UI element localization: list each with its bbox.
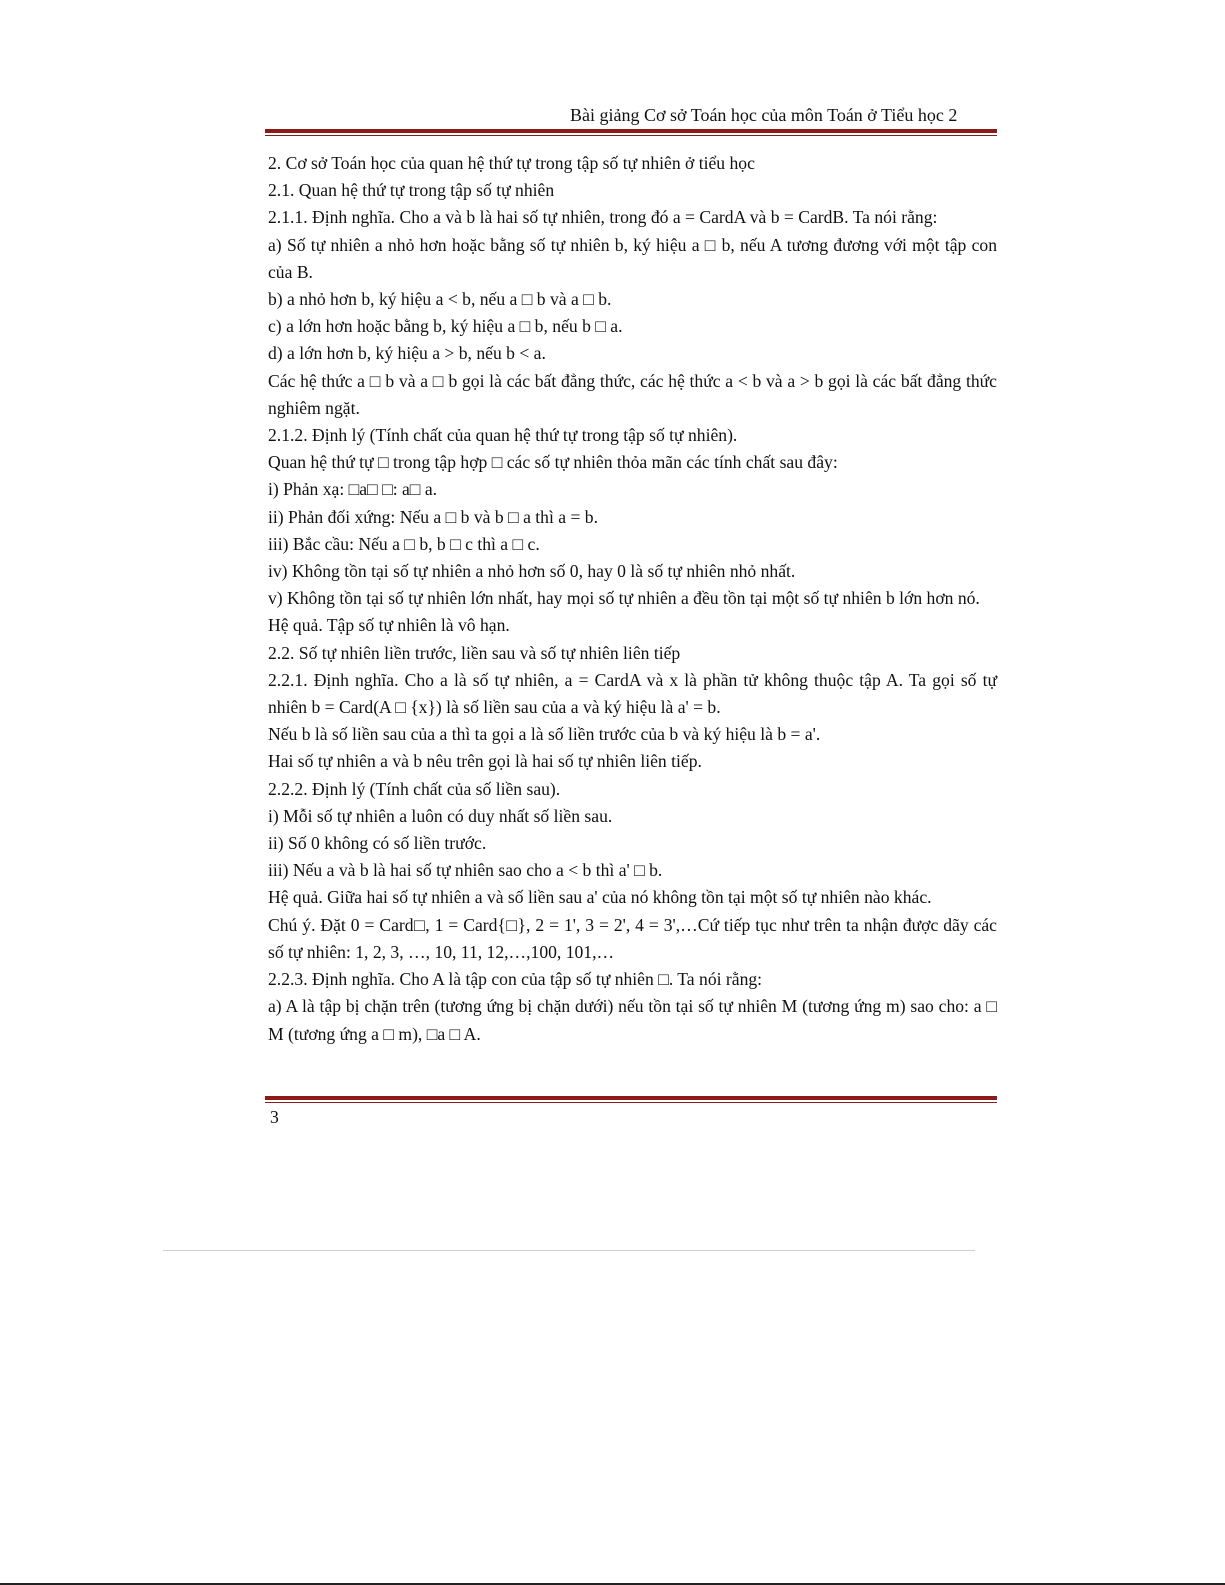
theorem-2-2-2: 2.2.2. Định lý (Tính chất của số liền sau). bbox=[268, 778, 561, 799]
header-rule-thick bbox=[265, 129, 997, 133]
definition-2-2-3: 2.2.3. Định nghĩa. Cho A là tập con của tập số tự nhiên □. Ta nói rằng: bbox=[268, 969, 763, 990]
property-no-maximum: v) Không tồn tại số tự nhiên lớn nhất, hay mọi số tự nhiên a đều tồn tại một số tự nhiên b lớn hơn nó. bbox=[268, 588, 980, 609]
page-separator bbox=[163, 1250, 975, 1251]
corollary-successor: Hệ quả. Giữa hai số tự nhiên a và số liền sau a' của nó không tồn tại một số tự nhiên nào khác. bbox=[268, 887, 932, 908]
definition-item-b: b) a nhỏ hơn b, ký hiệu a < b, nếu a □ b và a □ b. bbox=[268, 289, 612, 310]
heading-section-2-2: 2.2. Số tự nhiên liền trước, liền sau và số tự nhiên liên tiếp bbox=[268, 642, 681, 663]
property-transitive: iii) Bắc cầu: Nếu a □ b, b □ c thì a □ c. bbox=[268, 533, 540, 554]
theorem-intro: Quan hệ thứ tự □ trong tập hợp □ các số tự nhiên thỏa mãn các tính chất sau đây: bbox=[268, 452, 838, 473]
footer-rule-thick bbox=[265, 1096, 997, 1100]
consecutive-note: Hai số tự nhiên a và b nêu trên gọi là hai số tự nhiên liên tiếp. bbox=[268, 751, 702, 772]
successor-item-ii: ii) Số 0 không có số liền trước. bbox=[268, 833, 487, 854]
definition-item-d: d) a lớn hơn b, ký hiệu a > b, nếu b < a. bbox=[268, 343, 546, 364]
property-minimum: iv) Không tồn tại số tự nhiên a nhỏ hơn số 0, hay 0 là số tự nhiên nhỏ nhất. bbox=[268, 561, 796, 582]
corollary-infinite: Hệ quả. Tập số tự nhiên là vô hạn. bbox=[268, 615, 510, 636]
inequality-note: Các hệ thức a □ b và a □ b gọi là các bất đẳng thức, các hệ thức a < b và a > b gọi là các bất đẳng thức nghiêm ngặt. bbox=[268, 370, 997, 418]
heading-section-2-1: 2.1. Quan hệ thứ tự trong tập số tự nhiên bbox=[268, 180, 555, 201]
definition-item-a: a) Số tự nhiên a nhỏ hơn hoặc bằng số tự nhiên b, ký hiệu a □ b, nếu A tương đương với một tập con của B. bbox=[268, 234, 997, 282]
bounded-set-item-a: a) A là tập bị chặn trên (tương ứng bị chặn dưới) nếu tồn tại số tự nhiên M (tương ứng m) sao cho: a □ M (tương ứng a □ m), □a □ A. bbox=[268, 996, 997, 1044]
page-number: 3 bbox=[270, 1107, 279, 1127]
successor-item-i: i) Mỗi số tự nhiên a luôn có duy nhất số liền sau. bbox=[268, 805, 613, 826]
predecessor-note: Nếu b là số liền sau của a thì ta gọi a là số liền trước của b và ký hiệu là b = a'. bbox=[268, 724, 821, 745]
property-antisymmetric: ii) Phản đối xứng: Nếu a □ b và b □ a thì a = b. bbox=[268, 506, 598, 527]
body-text bbox=[268, 150, 997, 1048]
successor-item-iii: iii) Nếu a và b là hai số tự nhiên sao cho a < b thì a' □ b. bbox=[268, 860, 663, 881]
definition-item-c: c) a lớn hơn hoặc bằng b, ký hiệu a □ b, nếu b □ a. bbox=[268, 316, 623, 337]
definition-2-2-1: 2.2.1. Định nghĩa. Cho a là số tự nhiên, a = CardA và x là phần tử không thuộc tập A. Ta gọi số tự nhiên b = Card(A □ {x}) là số liền sau của a và ký hiệu là a' = b. bbox=[268, 669, 997, 718]
property-reflexive: i) Phản xạ: □a□ □: a□ a. bbox=[268, 479, 438, 500]
note-construction: Chú ý. Đặt 0 = Card□, 1 = Card{□}, 2 = 1', 3 = 2', 4 = 3',…Cứ tiếp tục như trên ta nhận được dãy các số tự nhiên: 1, 2, 3, …, 10, 11, 12,…,100, 101,… bbox=[268, 914, 997, 962]
header-rule-thin bbox=[265, 135, 997, 136]
theorem-2-1-2: 2.1.2. Định lý (Tính chất của quan hệ thứ tự trong tập số tự nhiên). bbox=[268, 425, 738, 446]
footer-rule-thin bbox=[265, 1102, 997, 1103]
definition-2-1-1: 2.1.1. Định nghĩa. Cho a và b là hai số tự nhiên, trong đó a = CardA và b = CardB. Ta nói rằng: bbox=[268, 207, 938, 228]
heading-section-2: 2. Cơ sở Toán học của quan hệ thứ tự trong tập số tự nhiên ở tiểu học bbox=[268, 153, 755, 173]
header-title: Bài giảng Cơ sở Toán học của môn Toán ở Tiểu học 2 bbox=[570, 105, 958, 125]
